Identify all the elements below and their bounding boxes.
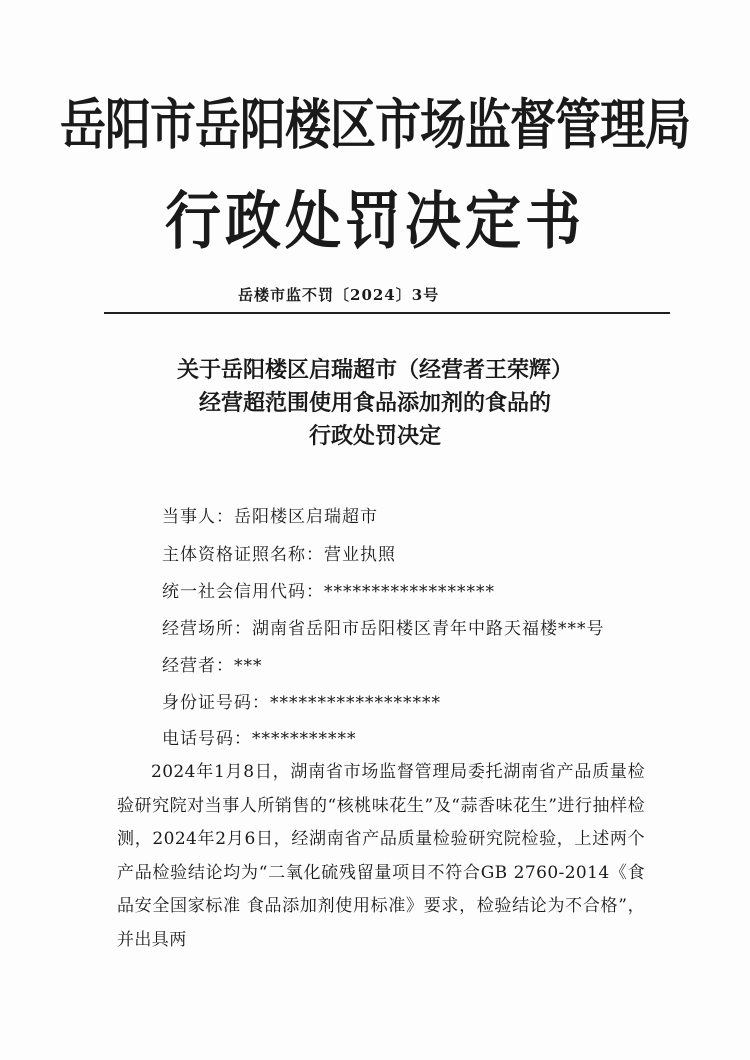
field-license-name xyxy=(162,540,396,565)
field-credit-code-label: 统一社会信用代码： xyxy=(162,582,324,602)
field-operator xyxy=(162,651,263,676)
document-number: 岳楼市监不罚〔2024〕3号 xyxy=(238,286,440,304)
field-credit-code xyxy=(162,577,495,602)
field-id-number xyxy=(162,688,441,713)
field-id-number-label: 身份证号码： xyxy=(162,693,270,713)
field-phone-label: 电话号码： xyxy=(162,729,252,749)
field-party-value: 岳阳楼区启瑞超市 xyxy=(234,507,378,527)
field-license-name-value: 营业执照 xyxy=(324,545,396,565)
field-phone xyxy=(162,724,357,749)
decision-title-line-2: 经营超范围使用食品添加剂的食品的 xyxy=(198,391,551,416)
header-divider xyxy=(104,312,670,314)
field-business-location-value: 湖南省岳阳市岳阳楼区青年中路天福楼***号 xyxy=(252,619,605,639)
issuing-organization: 岳阳市岳阳楼区市场监督管理局 xyxy=(60,92,690,157)
decision-title xyxy=(80,354,670,453)
field-phone-value: *********** xyxy=(252,729,357,749)
document-type-heading: 行政处罚决定书 xyxy=(165,185,585,259)
field-license-name-label: 主体资格证照名称： xyxy=(162,545,324,565)
field-party xyxy=(162,502,378,527)
field-business-location-label: 经营场所： xyxy=(162,619,252,639)
field-id-number-value: ****************** xyxy=(270,693,441,713)
decision-title-line-1: 关于岳阳楼区启瑞超市（经营者王荣辉） xyxy=(176,358,573,383)
field-credit-code-value: ****************** xyxy=(324,582,495,602)
body-paragraph-1: 2024年1月8日，湖南省市场监督管理局委托湖南省产品质量检验研究院对当事人所销售的“核桃味花生”及“蒜香味花生”进行抽样检测，2024年2月6日，经湖南省产品质量检验研究院检验，上述两个产品检验结论均为“二氧化硫残留量项目不符合GB 2760-2014《食品安全国家标准 食品添加剂使用标准》要求，检验结论为不合格”，并出具两 xyxy=(117,762,645,950)
field-party-label: 当事人： xyxy=(162,507,234,527)
field-operator-label: 经营者： xyxy=(162,656,234,676)
field-business-location xyxy=(162,614,605,639)
decision-title-line-3: 行政处罚决定 xyxy=(308,424,441,449)
field-operator-value: *** xyxy=(234,656,263,676)
